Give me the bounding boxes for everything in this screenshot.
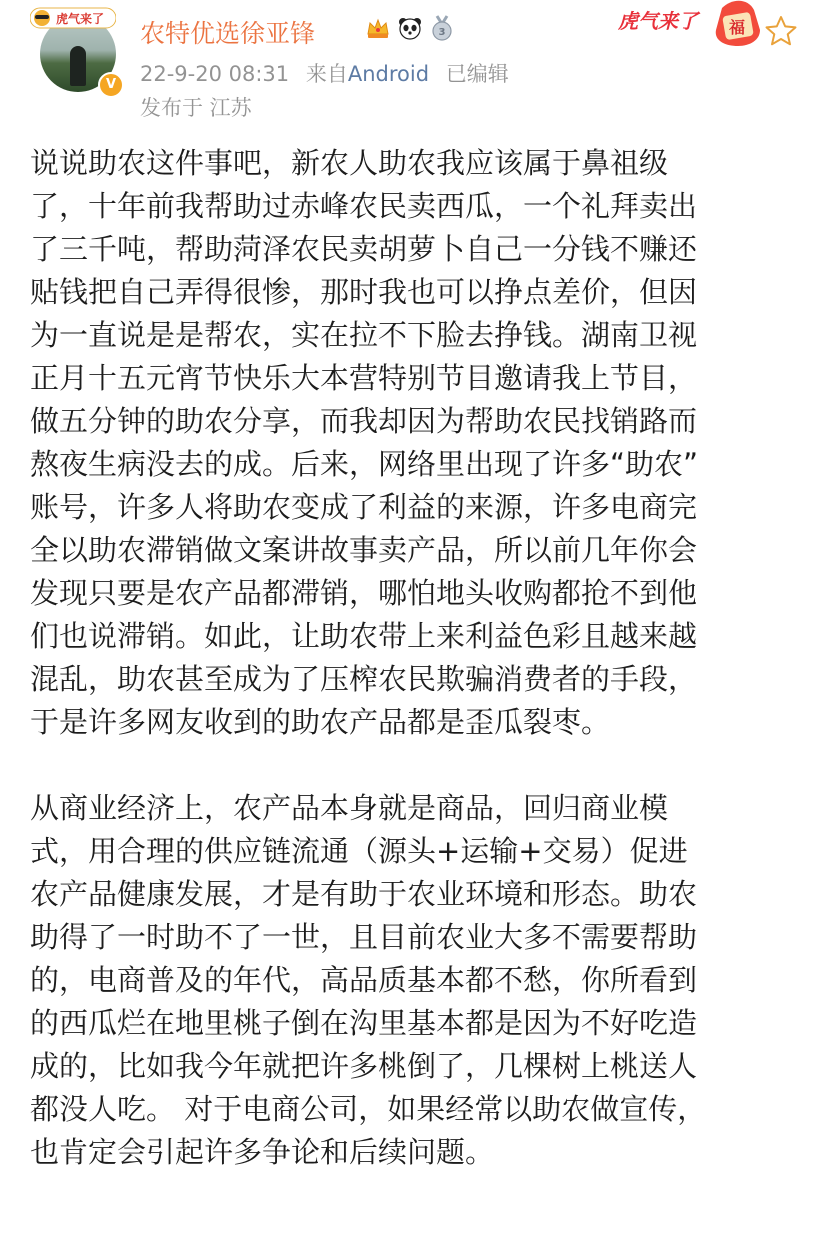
post-source-prefix: 来自 — [305, 62, 348, 86]
svg-text:3: 3 — [438, 27, 446, 38]
post-paragraph: 说说助农这件事吧，新农人助农我应该属于鼻祖级 了，十年前我帮助过赤峰农民卖西瓜，一个礼拜卖出 了三千吨，帮助菏泽农民卖胡萝卜自己一分钱不赚还 贴钱把自己弄得很惨，那时我也可以挣点差价，但因 为一直说是是帮农，实在拉不下脸去挣钱。湖南卫视 正月十五元宵节快乐大本营特别节目邀请我上节目， 做五分钟的助农分享，而我却因为帮助农民找销路而 熬夜生病没去的成。后来，网络里出现了许多“助农” 账号，许多人将助农变成了利益的来源，许多电商完 全以助农滞销做文案讲故事卖产品，所以前几年你会 发现只要是农产品都滞销，哪怕地头收购都抢不到他 们也说滞销。如此，让助农带上来利益色彩且越来越 混乱，助农甚至成为了压榨农民欺骗消费者的手段， 于是许多网友收到的助农产品都是歪瓜裂枣。 — [30, 146, 699, 739]
post-content — [30, 142, 800, 1174]
avatar-pendant-text: 虎气来了 — [56, 12, 105, 26]
post-paragraph: 从商业经济上，农产品本身就是商品，回归商业模 式，用合理的供应链流通（源头+运输+交易）促进 农产品健康发展，才是有助于农业环境和形态。助农 助得了一时助不了一世，且目前农业大多不需要帮助 的，电商普及的年代，高品质基本都不愁，你所看到 的西瓜烂在地里桃子倒在沟里基本都是因为不好吃造 成的，比如我今年就把许多桃倒了，几棵树上桃送人 都没人吃。 对于电商公司，如果经常以助农做宣传， 也肯定会引起许多争论和后续问题。 — [30, 791, 707, 1169]
decoration-charm: 福 — [729, 18, 746, 37]
post-source-link[interactable]: Android — [347, 62, 430, 86]
verified-icon: V — [98, 72, 124, 98]
edited-label[interactable]: 已编辑 — [445, 62, 509, 86]
post-meta — [140, 58, 509, 88]
tiger-pendant-icon — [30, 6, 116, 30]
crown-icon[interactable] — [364, 14, 392, 42]
author-badges — [364, 12, 456, 44]
avatar-container[interactable] — [30, 6, 120, 96]
favorite-star-icon[interactable] — [764, 14, 798, 48]
panda-icon[interactable] — [396, 14, 424, 42]
post-date: 22-9-20 08:31 — [140, 62, 290, 86]
avatar-person-silhouette — [70, 46, 86, 86]
author-name[interactable]: 农特优选徐亚锋 — [140, 19, 316, 48]
post-header — [0, 0, 828, 130]
post-location: 发布于 江苏 — [140, 96, 252, 120]
tiger-year-decoration-icon — [614, 0, 764, 48]
decoration-text: 虎气来了 — [618, 9, 698, 33]
medal-icon[interactable] — [428, 14, 456, 42]
